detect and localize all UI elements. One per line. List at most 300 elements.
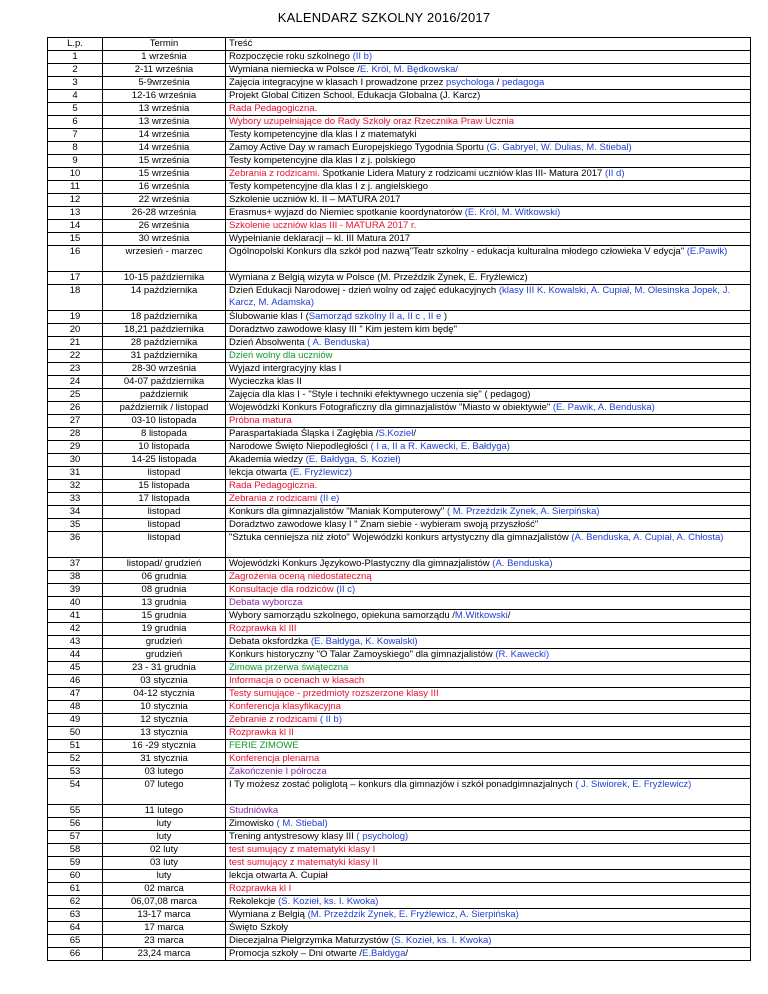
row-date: 31 stycznia xyxy=(103,753,226,766)
row-date: 03 lutego xyxy=(103,766,226,779)
row-date: 19 grudnia xyxy=(103,623,226,636)
row-date: 03-10 listopada xyxy=(103,415,226,428)
row-content xyxy=(226,870,751,883)
content-segment: Akademia wiedzy xyxy=(229,454,306,465)
row-date: 14-25 listopada xyxy=(103,454,226,467)
row-number: 7 xyxy=(48,129,103,142)
row-content xyxy=(226,90,751,103)
content-segment: I Ty możesz zostać poliglotą – konkurs dla gimnazjów i szkół ponadgimnazjalnych xyxy=(229,779,576,790)
row-content xyxy=(226,493,751,506)
content-segment: Rada Pedagogiczna. xyxy=(229,480,318,491)
table-row xyxy=(48,883,751,896)
table-row xyxy=(48,428,751,441)
row-content xyxy=(226,142,751,155)
table-row xyxy=(48,363,751,376)
row-number: 57 xyxy=(48,831,103,844)
row-date: 23 marca xyxy=(103,935,226,948)
header-term: Termin xyxy=(103,38,226,51)
row-number: 15 xyxy=(48,233,103,246)
row-date: 06,07,08 marca xyxy=(103,896,226,909)
content-segment: ( M. Przeździk Zynek, A. Sierpińska) xyxy=(446,506,600,517)
row-content xyxy=(226,181,751,194)
row-date: 5-9września xyxy=(103,77,226,90)
content-segment: Doradztwo zawodowe klasy III " Kim jestem kim będę" xyxy=(229,324,457,335)
content-segment: psychologa xyxy=(446,77,495,88)
content-segment: FERIE ZIMOWE xyxy=(229,740,299,751)
row-content xyxy=(226,207,751,220)
content-segment: (S. Kozieł, ks. I. Kwoka) xyxy=(391,935,492,946)
row-date: 03 stycznia xyxy=(103,675,226,688)
calendar-table xyxy=(47,37,751,961)
content-segment: Testy kompetencyjne dla klas I z matematyki xyxy=(229,129,417,140)
row-content xyxy=(226,311,751,324)
row-date: 14 września xyxy=(103,142,226,155)
row-content xyxy=(226,220,751,233)
row-content xyxy=(226,51,751,64)
row-date: 26-28 września xyxy=(103,207,226,220)
row-date: 04-12 stycznia xyxy=(103,688,226,701)
content-segment: Testy kompetencyjne dla klas I z j. polskiego xyxy=(229,155,416,166)
table-row xyxy=(48,753,751,766)
row-content xyxy=(226,363,751,376)
table-row xyxy=(48,636,751,649)
row-number: 65 xyxy=(48,935,103,948)
content-segment: Erasmus+ wyjazd do Niemiec spotkanie koordynatorów xyxy=(229,207,465,218)
content-segment: / xyxy=(405,948,408,959)
content-segment: Testy kompetencyjne dla klas I z j. angielskiego xyxy=(229,181,429,192)
row-content xyxy=(226,428,751,441)
content-segment: Zakończenie I półrocza xyxy=(229,766,327,777)
row-date: 16 -29 stycznia xyxy=(103,740,226,753)
row-content xyxy=(226,636,751,649)
table-row xyxy=(48,662,751,675)
row-number: 66 xyxy=(48,948,103,961)
table-row xyxy=(48,727,751,740)
table-row xyxy=(48,532,751,558)
row-date: 26 września xyxy=(103,220,226,233)
row-number: 24 xyxy=(48,376,103,389)
row-content xyxy=(226,675,751,688)
row-number: 61 xyxy=(48,883,103,896)
content-segment: Rozprawka kl I xyxy=(229,883,292,894)
table-row xyxy=(48,922,751,935)
row-number: 33 xyxy=(48,493,103,506)
content-segment: Wyjazd intergracyjny klas I xyxy=(229,363,342,374)
row-date: listopad xyxy=(103,506,226,519)
row-date: 30 września xyxy=(103,233,226,246)
row-number: 62 xyxy=(48,896,103,909)
table-row xyxy=(48,168,751,181)
row-content xyxy=(226,844,751,857)
row-number: 43 xyxy=(48,636,103,649)
content-segment: Dzień wolny dla uczniów xyxy=(229,350,333,361)
table-row xyxy=(48,584,751,597)
row-content xyxy=(226,324,751,337)
table-row xyxy=(48,389,751,402)
row-date: 14 października xyxy=(103,285,226,311)
table-row xyxy=(48,597,751,610)
row-date: 22 września xyxy=(103,194,226,207)
row-content xyxy=(226,467,751,480)
row-number: 51 xyxy=(48,740,103,753)
content-segment: ) xyxy=(443,311,448,322)
row-number: 54 xyxy=(48,779,103,805)
row-content xyxy=(226,337,751,350)
table-row xyxy=(48,103,751,116)
content-segment: ( M. Stiebal) xyxy=(276,818,328,829)
row-content xyxy=(226,272,751,285)
table-row xyxy=(48,77,751,90)
table-row xyxy=(48,51,751,64)
row-date: 15 września xyxy=(103,168,226,181)
content-segment: Rada Pedagogiczna. xyxy=(229,103,318,114)
row-content xyxy=(226,233,751,246)
row-date: 17 marca xyxy=(103,922,226,935)
table-row xyxy=(48,207,751,220)
content-segment: (klasy III K. Kowalski, A. Cupiał, M. Olesinska Jopek, J. Karcz, M. Adamska) xyxy=(229,285,731,308)
row-number: 40 xyxy=(48,597,103,610)
row-content xyxy=(226,610,751,623)
row-number: 11 xyxy=(48,181,103,194)
row-content xyxy=(226,480,751,493)
row-content xyxy=(226,779,751,805)
row-number: 4 xyxy=(48,90,103,103)
row-date: październik xyxy=(103,389,226,402)
table-row xyxy=(48,454,751,467)
content-segment: Wybory uzupełniające do Rady Szkoły oraz Rzecznika Praw Ucznia xyxy=(229,116,515,127)
content-segment: lekcja otwarta A. Cupiał xyxy=(229,870,328,881)
row-date: 14 września xyxy=(103,129,226,142)
content-segment: Rekolekcje xyxy=(229,896,279,907)
table-row xyxy=(48,285,751,311)
row-content xyxy=(226,727,751,740)
row-date: 15 listopada xyxy=(103,480,226,493)
content-segment: S.Kozieł xyxy=(378,428,414,439)
content-segment: Rozprawka kl III xyxy=(229,623,297,634)
row-number: 37 xyxy=(48,558,103,571)
row-number: 64 xyxy=(48,922,103,935)
content-segment: Konkurs historyczny "O Talar Zamoyskiego" dla gimnazjalistów xyxy=(229,649,496,660)
table-row xyxy=(48,740,751,753)
row-date: 15 grudnia xyxy=(103,610,226,623)
table-row xyxy=(48,675,751,688)
content-segment: Zebrania z rodzicami xyxy=(229,493,320,504)
content-segment: (A. Benduska, A. Cupiał, A. Chłosta) xyxy=(571,532,724,543)
row-content xyxy=(226,194,751,207)
content-segment: Doradztwo zawodowe klasy I " Znam siebie - wybieram swoją przyszłość" xyxy=(229,519,539,530)
row-content xyxy=(226,688,751,701)
row-date: 28-30 września xyxy=(103,363,226,376)
content-segment: ( I a, II a R. Kawecki, E. Bałdyga) xyxy=(370,441,510,452)
table-row xyxy=(48,766,751,779)
table-row xyxy=(48,181,751,194)
content-segment: Szkolenie uczniów klas III - MATURA 2017 r. xyxy=(229,220,417,231)
table-row xyxy=(48,493,751,506)
content-segment: Zimowa przerwa świąteczna xyxy=(229,662,349,673)
content-segment: Wybory samorządu szkolnego, opiekuna samorządu / xyxy=(229,610,455,621)
row-content xyxy=(226,129,751,142)
content-segment: (G. Gabryel, W. Dulias, M. Stiebal) xyxy=(486,142,632,153)
table-row xyxy=(48,311,751,324)
content-segment: Próbna matura xyxy=(229,415,292,426)
table-row xyxy=(48,272,751,285)
table-row xyxy=(48,844,751,857)
content-segment: Dzień Edukacji Narodowej - dzień wolny od zajęć edukacyjnych xyxy=(229,285,499,296)
row-number: 21 xyxy=(48,337,103,350)
table-row xyxy=(48,714,751,727)
row-date: 07 lutego xyxy=(103,779,226,805)
row-date: listopad/ grudzień xyxy=(103,558,226,571)
content-segment: ( II b) xyxy=(319,714,342,725)
table-header-row xyxy=(48,38,751,51)
row-date: 12 stycznia xyxy=(103,714,226,727)
row-number: 41 xyxy=(48,610,103,623)
table-row xyxy=(48,623,751,636)
row-content xyxy=(226,649,751,662)
content-segment: Zajęcia dla klas I - "Style i techniki efektywnego uczenia się" ( pedagog) xyxy=(229,389,531,400)
content-segment: (II b) xyxy=(352,51,373,62)
table-row xyxy=(48,90,751,103)
row-date: listopad xyxy=(103,519,226,532)
table-row xyxy=(48,233,751,246)
row-content xyxy=(226,740,751,753)
table-row xyxy=(48,519,751,532)
table-row xyxy=(48,935,751,948)
row-number: 49 xyxy=(48,714,103,727)
table-row xyxy=(48,909,751,922)
row-content xyxy=(226,441,751,454)
row-date: 28 października xyxy=(103,337,226,350)
content-segment: (II d) xyxy=(604,168,625,179)
table-row xyxy=(48,415,751,428)
table-row xyxy=(48,64,751,77)
row-number: 10 xyxy=(48,168,103,181)
row-date: 06 grudnia xyxy=(103,571,226,584)
row-number: 22 xyxy=(48,350,103,363)
table-row xyxy=(48,116,751,129)
content-segment: test sumujący z matematyki klasy II xyxy=(229,857,378,868)
row-number: 19 xyxy=(48,311,103,324)
row-number: 35 xyxy=(48,519,103,532)
table-row xyxy=(48,948,751,961)
table-row xyxy=(48,857,751,870)
row-content xyxy=(226,818,751,831)
row-number: 59 xyxy=(48,857,103,870)
content-segment: "Sztuka cenniejsza niż złoto" Wojewódzki konkurs artystyczny dla gimnazjalistów xyxy=(229,532,572,543)
content-segment: Święto Szkoły xyxy=(229,922,289,933)
header-content: Treść xyxy=(226,38,751,51)
content-segment: Wypełnianie deklaracji – kl. III Matura 2017 xyxy=(229,233,411,244)
content-segment: ( psycholog) xyxy=(356,831,409,842)
content-segment: Konkurs dla gimnazjalistów "Maniak Komputerowy" xyxy=(229,506,447,517)
content-segment: (M. Przeździk Zynek, E. Fryźlewicz, A. Sierpińska) xyxy=(307,909,519,920)
row-content xyxy=(226,714,751,727)
row-content xyxy=(226,896,751,909)
content-segment: Testy sumujące - przedmioty rozszerzone klasy III xyxy=(229,688,439,699)
content-segment: / xyxy=(494,77,503,88)
row-number: 45 xyxy=(48,662,103,675)
content-segment: / xyxy=(507,610,511,621)
row-date: listopad xyxy=(103,532,226,558)
content-segment: Wymiana z Belgią wizyta w Polsce (M. Przeździk Zynek, E. Fryźlewicz) xyxy=(229,272,528,283)
content-segment: (II e) xyxy=(319,493,340,504)
row-content xyxy=(226,883,751,896)
row-content xyxy=(226,116,751,129)
content-segment: (R. Kawecki) xyxy=(495,649,550,660)
row-content xyxy=(226,909,751,922)
table-row xyxy=(48,337,751,350)
row-date: 13 stycznia xyxy=(103,727,226,740)
row-date: 10 stycznia xyxy=(103,701,226,714)
table-row xyxy=(48,701,751,714)
row-date: październik / listopad xyxy=(103,402,226,415)
row-number: 60 xyxy=(48,870,103,883)
row-date: 16 września xyxy=(103,181,226,194)
content-segment: Konferencja plenarna xyxy=(229,753,320,764)
row-content xyxy=(226,64,751,77)
content-segment: E. Król, M. Będkowska/ xyxy=(359,64,459,75)
row-number: 29 xyxy=(48,441,103,454)
row-date: 2-11 września xyxy=(103,64,226,77)
row-content xyxy=(226,350,751,363)
content-segment: Informacja o ocenach w klasach xyxy=(229,675,365,686)
content-segment: (S. Kozieł, ks. I. Kwoka) xyxy=(278,896,379,907)
row-content xyxy=(226,376,751,389)
table-row xyxy=(48,441,751,454)
table-row xyxy=(48,402,751,415)
row-content xyxy=(226,948,751,961)
row-number: 56 xyxy=(48,818,103,831)
row-number: 31 xyxy=(48,467,103,480)
row-content xyxy=(226,597,751,610)
row-content xyxy=(226,389,751,402)
row-date: 15 września xyxy=(103,155,226,168)
content-segment: M.Witkowski xyxy=(454,610,508,621)
row-number: 17 xyxy=(48,272,103,285)
table-row xyxy=(48,220,751,233)
row-content xyxy=(226,662,751,675)
content-segment: Wycieczka klas II xyxy=(229,376,302,387)
row-content xyxy=(226,246,751,272)
row-date: 13 września xyxy=(103,103,226,116)
content-segment: Rozprawka kl II xyxy=(229,727,294,738)
row-number: 58 xyxy=(48,844,103,857)
table-row xyxy=(48,870,751,883)
row-number: 39 xyxy=(48,584,103,597)
content-segment: lekcja otwarta xyxy=(229,467,290,478)
content-segment: Zagrożenia oceną niedostateczną xyxy=(229,571,372,582)
row-content xyxy=(226,805,751,818)
row-number: 30 xyxy=(48,454,103,467)
content-segment: Ślubowanie klas I ( xyxy=(229,311,309,322)
content-segment: Trening antystresowy klasy III xyxy=(229,831,357,842)
row-number: 32 xyxy=(48,480,103,493)
content-segment: Wymiana niemiecka w Polsce / xyxy=(229,64,360,75)
content-segment: Szkolenie uczniów kl. II – MATURA 2017 xyxy=(229,194,401,205)
table-row xyxy=(48,480,751,493)
content-segment: Rozpoczęcie roku szkolnego xyxy=(229,51,353,62)
row-number: 36 xyxy=(48,532,103,558)
content-segment: (E.Pawik) xyxy=(686,246,728,257)
content-segment: (E. Fryźlewicz) xyxy=(289,467,353,478)
row-number: 27 xyxy=(48,415,103,428)
header-lp: L.p. xyxy=(48,38,103,51)
row-number: 50 xyxy=(48,727,103,740)
table-row xyxy=(48,831,751,844)
row-number: 3 xyxy=(48,77,103,90)
row-number: 48 xyxy=(48,701,103,714)
content-segment: Zimowisko xyxy=(229,818,277,829)
content-segment: Zajęcia integracyjne w klasach I prowadzone przez xyxy=(229,77,447,88)
table-row xyxy=(48,155,751,168)
table-row xyxy=(48,467,751,480)
row-number: 9 xyxy=(48,155,103,168)
row-content xyxy=(226,103,751,116)
row-date: 12-16 września xyxy=(103,90,226,103)
row-content xyxy=(226,753,751,766)
row-content xyxy=(226,922,751,935)
table-row xyxy=(48,142,751,155)
row-date: grudzień xyxy=(103,649,226,662)
row-content xyxy=(226,519,751,532)
content-segment: Dzień Absolwenta xyxy=(229,337,308,348)
row-number: 26 xyxy=(48,402,103,415)
row-content xyxy=(226,77,751,90)
content-segment: Promocja szkoły – Dni otwarte / xyxy=(229,948,363,959)
row-number: 18 xyxy=(48,285,103,311)
content-segment: (A. Benduska) xyxy=(492,558,553,569)
row-content xyxy=(226,532,751,558)
row-date: grudzień xyxy=(103,636,226,649)
row-number: 5 xyxy=(48,103,103,116)
content-segment: (E. Król, M. Witkowski) xyxy=(464,207,561,218)
row-content xyxy=(226,831,751,844)
row-content xyxy=(226,506,751,519)
table-row xyxy=(48,610,751,623)
table-row xyxy=(48,779,751,805)
content-segment: Konsultacje dla rodziców xyxy=(229,584,337,595)
row-content xyxy=(226,558,751,571)
row-date: 13 września xyxy=(103,116,226,129)
table-row xyxy=(48,649,751,662)
row-date: luty xyxy=(103,870,226,883)
content-segment: Studniówka xyxy=(229,805,279,816)
table-row xyxy=(48,805,751,818)
row-content xyxy=(226,857,751,870)
row-number: 63 xyxy=(48,909,103,922)
content-segment: pedagoga xyxy=(502,77,545,88)
row-date: 03 luty xyxy=(103,857,226,870)
content-segment: Projekt Global Citizen School. Edukacja Globalna (J. Karcz) xyxy=(229,90,481,101)
row-date: 02 marca xyxy=(103,883,226,896)
row-date: listopad xyxy=(103,467,226,480)
row-content xyxy=(226,155,751,168)
row-date: 13-17 marca xyxy=(103,909,226,922)
content-segment: Wojewódzki Konkurs Fotograficzny dla gimnazjalistów "Miasto w obiektywie" xyxy=(229,402,553,413)
row-number: 16 xyxy=(48,246,103,272)
content-segment: Zamoy Active Day w ramach Europejskiego Tygodnia Sportu xyxy=(229,142,487,153)
content-segment: Zebranie z rodzicami xyxy=(229,714,320,725)
row-date: wrzesień - marzec xyxy=(103,246,226,272)
row-content xyxy=(226,766,751,779)
content-segment: (E. Bałdyga, K. Kowalski) xyxy=(310,636,418,647)
row-date: 04-07 października xyxy=(103,376,226,389)
table-row xyxy=(48,324,751,337)
row-number: 38 xyxy=(48,571,103,584)
table-row xyxy=(48,818,751,831)
row-number: 34 xyxy=(48,506,103,519)
row-date: 13 grudnia xyxy=(103,597,226,610)
